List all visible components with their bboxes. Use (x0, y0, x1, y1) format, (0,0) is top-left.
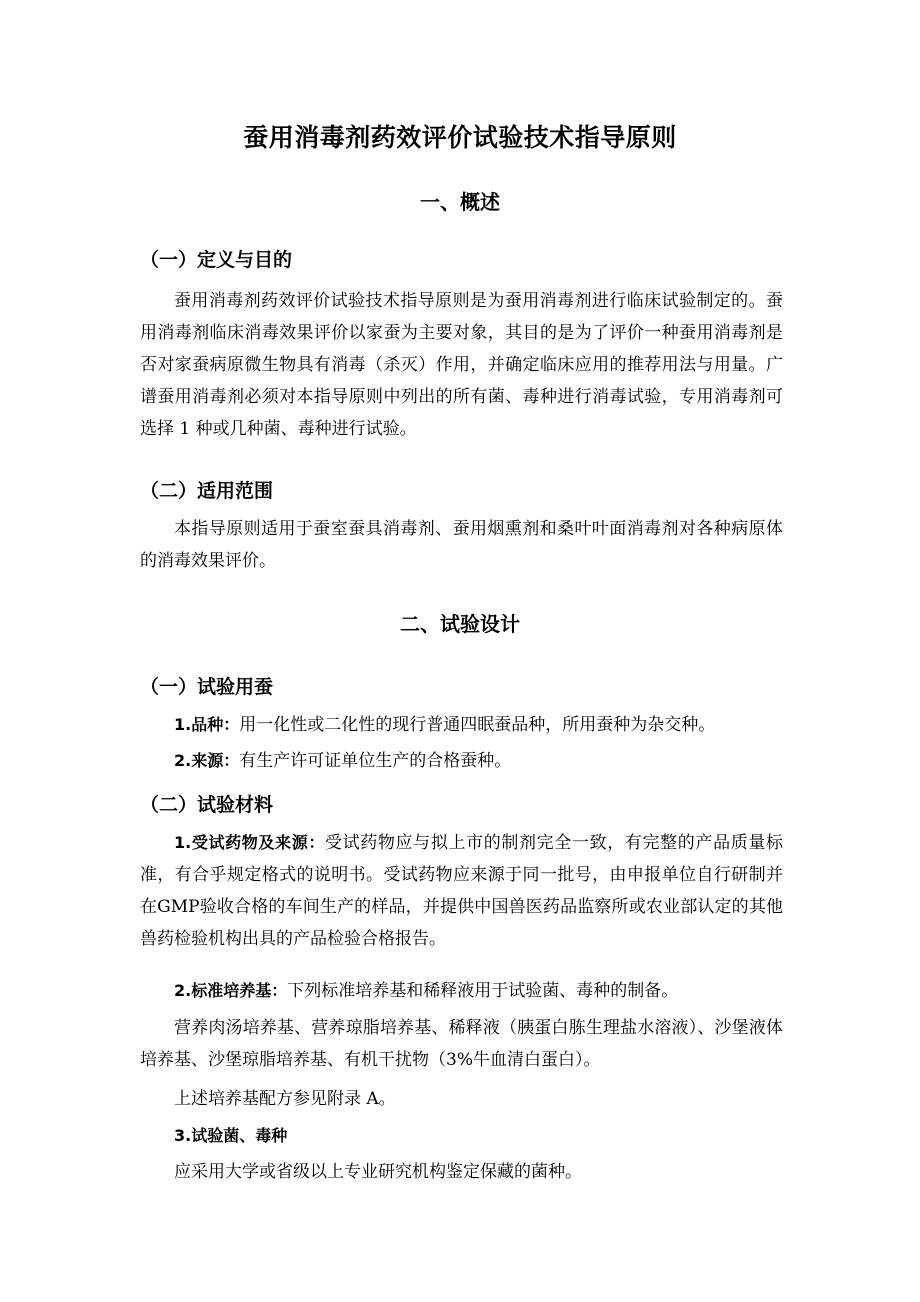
section-heading-test-design: 二、试验设计 (400, 612, 520, 636)
paragraph-definition-purpose: 蚕用消毒剂药效评价试验技术指导原则是为蚕用消毒剂进行临床试验制定的。蚕用消毒剂临床消毒效果评价以家蚕为主要对象，其目的是为了评价一种蚕用消毒剂是否对家蚕病原微生物具有消毒（杀灭）作用，并确定临床应用的推荐用法与用量。广谱蚕用消毒剂必须对本指导原则中列出的所有菌、毒种进行消毒试验，专用消毒剂可选择 1 种或几种菌、毒种进行试验。 (140, 291, 783, 439)
subheading-test-silkworm: （一）试验用蚕 (140, 676, 274, 698)
item-test-drug-label: 1.受试药物及来源： (174, 833, 325, 852)
document-title: 蚕用消毒剂药效评价试验技术指导原则 (243, 123, 677, 152)
item-breed-text: 用一化性或二化性的现行普通四眠蚕品种，所用蚕种为杂交种。 (239, 715, 716, 735)
subheading-definition-purpose: （一）定义与目的 (140, 249, 293, 271)
item-test-strains (140, 1120, 783, 1152)
item-test-drug-text: 受试药物应与拟上市的制剂完全一致，有完整的产品质量标准，有合乎规定格式的说明书。受试药物应来源于同一批号，由申报单位自行研制并在GMP验收合格的车间生产的样品，并提供中国兽医药品监察所或农业部认定的其他兽药检验机构出具的产品检验合格报告。 (140, 833, 783, 949)
item-breed (140, 709, 783, 741)
paragraph-media-list: 营养肉汤培养基、营养琼脂培养基、稀释液（胰蛋白胨生理盐水溶液）、沙堡液体培养基、沙堡琼脂培养基、有机干扰物（3%牛血清白蛋白）。 (140, 1018, 783, 1070)
paragraph-scope: 本指导原则适用于蚕室蚕具消毒剂、蚕用烟熏剂和桑叶叶面消毒剂对各种病原体的消毒效果评价。 (140, 519, 783, 571)
paragraph-media-reference: 上述培养基配方参见附录 A。 (174, 1089, 396, 1109)
item-source-text: 有生产许可证单位生产的合格蚕种。 (239, 751, 512, 771)
item-breed-label: 1.品种： (174, 715, 240, 734)
subheading-scope: （二）适用范围 (140, 480, 274, 502)
item-test-strains-label: 3.试验菌、毒种 (174, 1126, 288, 1145)
section-heading-overview: 一、概述 (420, 190, 500, 214)
item-source (140, 745, 783, 777)
item-source-label: 2.来源： (174, 751, 240, 770)
item-standard-media (140, 975, 783, 1007)
item-test-drug (140, 827, 783, 955)
item-standard-media-label: 2.标准培养基： (174, 981, 288, 1000)
subheading-test-materials: （二）试验材料 (140, 794, 274, 816)
paragraph-test-strains: 应采用大学或省级以上专业研究机构鉴定保藏的菌种。 (174, 1162, 582, 1182)
item-standard-media-text: 下列标准培养基和稀释液用于试验菌、毒种的制备。 (287, 981, 679, 1001)
